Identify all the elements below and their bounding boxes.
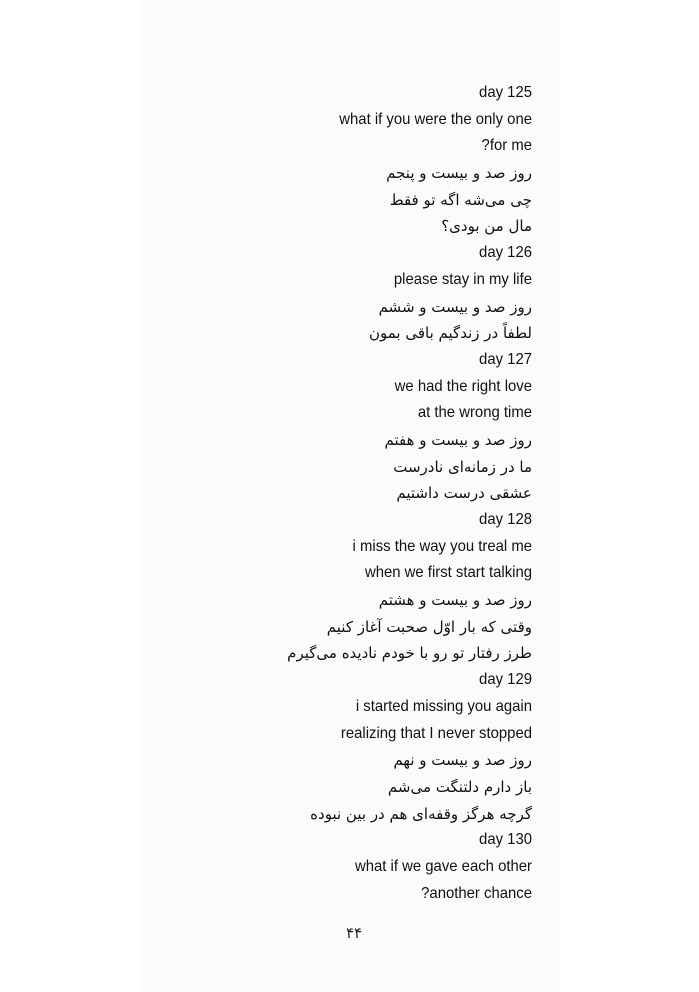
persian-line: روز صد و بیست و هفتم xyxy=(384,430,532,449)
persian-line: عشقی درست داشتیم xyxy=(396,484,532,503)
persian-line: روز صد و بیست و نهم xyxy=(393,751,532,770)
english-line: ?another chance xyxy=(421,884,532,902)
persian-line: چی می‌شه اگه تو فقط xyxy=(389,190,532,209)
english-line: we had the right love xyxy=(394,377,532,395)
persian-line: گرچه هرگز وقفه‌ای هم در بین نبوده xyxy=(310,804,532,823)
persian-line: روز صد و بیست و پنجم xyxy=(386,164,532,183)
english-line: when we first start talking xyxy=(364,564,532,582)
english-line: what if we gave each other xyxy=(354,857,532,875)
persian-line: روز صد و بیست و هشتم xyxy=(378,591,532,610)
poem-block xyxy=(112,80,532,907)
day-heading: day 128 xyxy=(479,511,532,528)
english-line: i started missing you again xyxy=(355,697,532,715)
day-heading: day 130 xyxy=(479,831,532,849)
day-heading: day 127 xyxy=(479,350,532,368)
persian-line: لطفاً در زندگیم باقی بمون xyxy=(368,324,532,343)
english-line: ?for me xyxy=(481,137,532,155)
english-line: please stay in my life xyxy=(393,270,532,288)
day-heading: day 126 xyxy=(479,244,532,262)
day-heading: day 129 xyxy=(479,671,532,689)
persian-line: مال من بودی؟ xyxy=(441,217,532,236)
persian-line: باز دارم دلتنگت می‌شم xyxy=(387,777,532,796)
english-line: realizing that I never stopped xyxy=(340,724,532,742)
persian-line: ما در زمانه‌ای نادرست xyxy=(393,457,532,476)
day-heading: day 125 xyxy=(479,84,532,101)
english-line: at the wrong time xyxy=(417,404,532,422)
persian-line: وقتی که بار اوّل صحبت آغاز کنیم xyxy=(326,617,532,636)
persian-line: طرز رفتار تو رو با خودم نادیده می‌گیرم xyxy=(287,644,532,663)
english-line: i miss the way you treal me xyxy=(352,537,532,555)
english-line: what if you were the only one xyxy=(339,110,532,128)
page-number: ۴۴ xyxy=(345,924,363,942)
persian-line: روز صد و بیست و ششم xyxy=(378,297,532,316)
